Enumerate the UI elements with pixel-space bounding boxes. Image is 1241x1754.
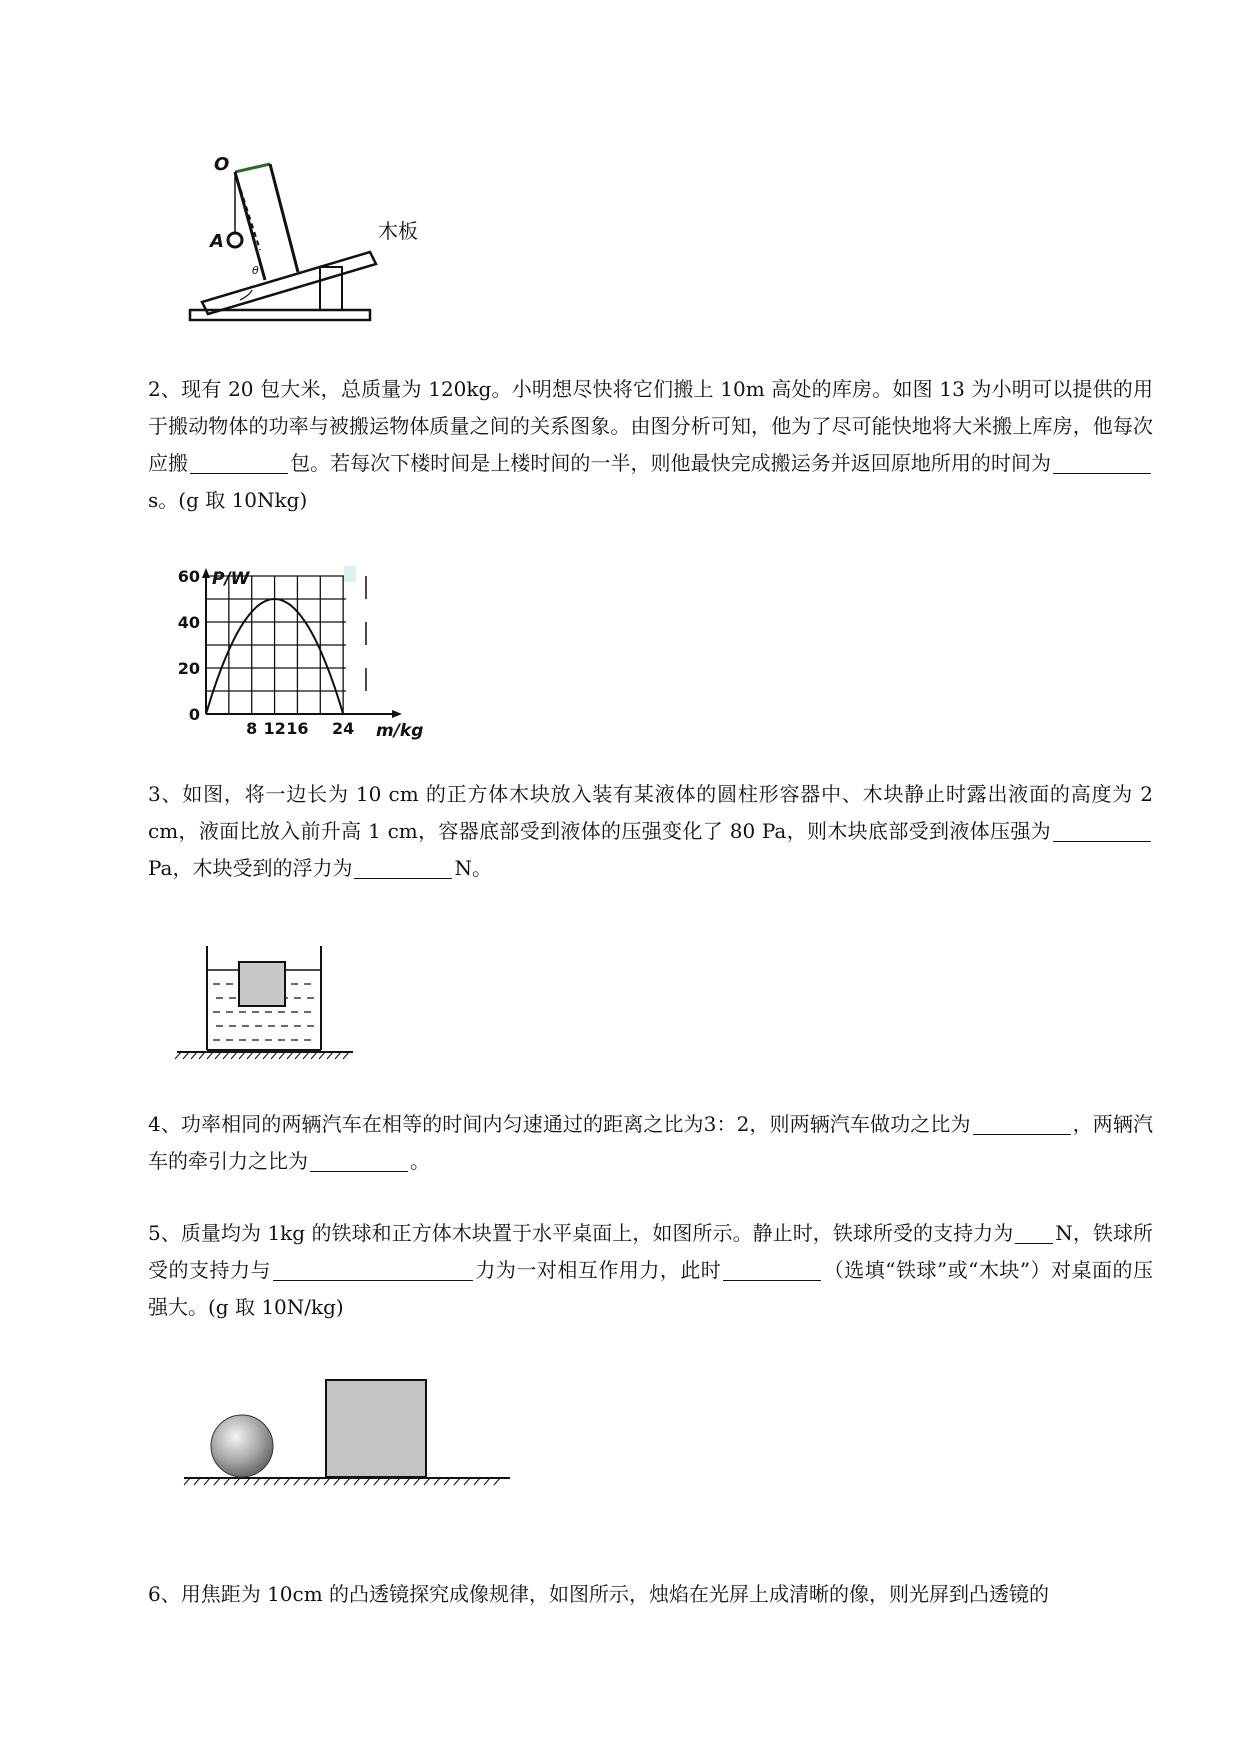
x-tick-label: 16	[286, 719, 309, 738]
answer-blank[interactable]	[190, 451, 288, 474]
question-3-part2: Pa，木块受到的浮力为	[148, 856, 353, 880]
question-2-part2: 包。若每次下楼时间是上楼时间的一半，则他最快完成搬运务并返回原地所用的时间为	[290, 451, 1052, 475]
y-tick-label: 60	[177, 567, 200, 586]
question-3-part1: 3、如图，将一边长为 10 cm 的正方体木块放入装有某液体的圆柱形容器中、木块静止时露出液面的高度为 2 cm，液面比放入前升高 1 cm，容器底部受到液体的压强变化了 80 Pa，则木块底部受到液体压强为	[148, 782, 1153, 843]
answer-blank[interactable]	[354, 856, 452, 879]
y-tick-label: 20	[177, 659, 200, 678]
wooden-block	[326, 1380, 426, 1477]
label-theta: θ	[252, 264, 259, 277]
x-axis-label: m/kg	[376, 721, 424, 741]
answer-blank[interactable]	[1015, 1221, 1053, 1244]
label-a: A	[210, 231, 224, 252]
answer-blank[interactable]	[973, 1112, 1071, 1135]
question-5-part1: 5、质量均为 1kg 的铁球和正方体木块置于水平桌面上，如图所示。静止时，铁球所受的支持力为	[148, 1221, 1014, 1245]
chart-power-mass	[168, 566, 448, 746]
y-axis-label: P/W	[212, 569, 250, 589]
label-o: O	[214, 154, 230, 175]
iron-ball	[211, 1415, 273, 1477]
question-4	[148, 1106, 1153, 1180]
question-4-part1: 4、功率相同的两辆汽车在相等的时间内匀速通过的距离之比为3：2，则两辆汽车做功之比为	[148, 1112, 971, 1136]
figure-pendulum-board	[180, 150, 440, 330]
question-5-part4: （选填“铁球”或“木块”）对桌面的压强大。(g 取 10N/kg)	[148, 1258, 1153, 1319]
answer-blank[interactable]	[1053, 819, 1151, 842]
question-3-part3: N。	[454, 856, 492, 880]
question-2-part3: s。(g 取 10Nkg)	[148, 488, 308, 512]
question-3	[148, 776, 1153, 887]
x-tick-label: 12	[263, 719, 286, 738]
label-board: 木板	[378, 219, 418, 243]
question-2	[148, 371, 1153, 519]
answer-blank[interactable]	[310, 1149, 408, 1172]
y-tick-label: 40	[177, 613, 200, 632]
figure-ball-and-block	[180, 1370, 520, 1490]
question-5-part2: N，铁球所受的支持力与	[148, 1221, 1154, 1282]
y-tick-label: 0	[188, 705, 200, 724]
figure-floating-cube	[175, 940, 355, 1060]
answer-blank[interactable]	[723, 1258, 821, 1281]
question-2-part1: 2、现有 20 包大米，总质量为 120kg。小明想尽快将它们搬上 10m 高处的库房。如图 13 为小明可以提供的用于搬动物体的功率与被搬运物体质量之间的关系图象。由图分析可知，他为了尽可能快地将大米搬上库房，他每次应搬	[148, 377, 1153, 475]
question-6-part1: 6、用焦距为 10cm 的凸透镜探究成像规律，如图所示，烛焰在光屏上成清晰的像，则光屏到凸透镜的	[148, 1582, 1050, 1606]
answer-blank[interactable]	[273, 1258, 473, 1281]
question-5-part3: 力为一对相互作用力，此时	[474, 1258, 722, 1282]
x-tick-label: 8	[246, 719, 258, 738]
question-4-part3: 。	[410, 1149, 430, 1173]
question-5	[148, 1215, 1153, 1326]
question-6	[148, 1576, 1153, 1613]
x-tick-label: 24	[332, 719, 355, 738]
answer-blank[interactable]	[1053, 451, 1151, 474]
question-4-part2: ，两辆汽车的牵引力之比为	[148, 1112, 1153, 1173]
